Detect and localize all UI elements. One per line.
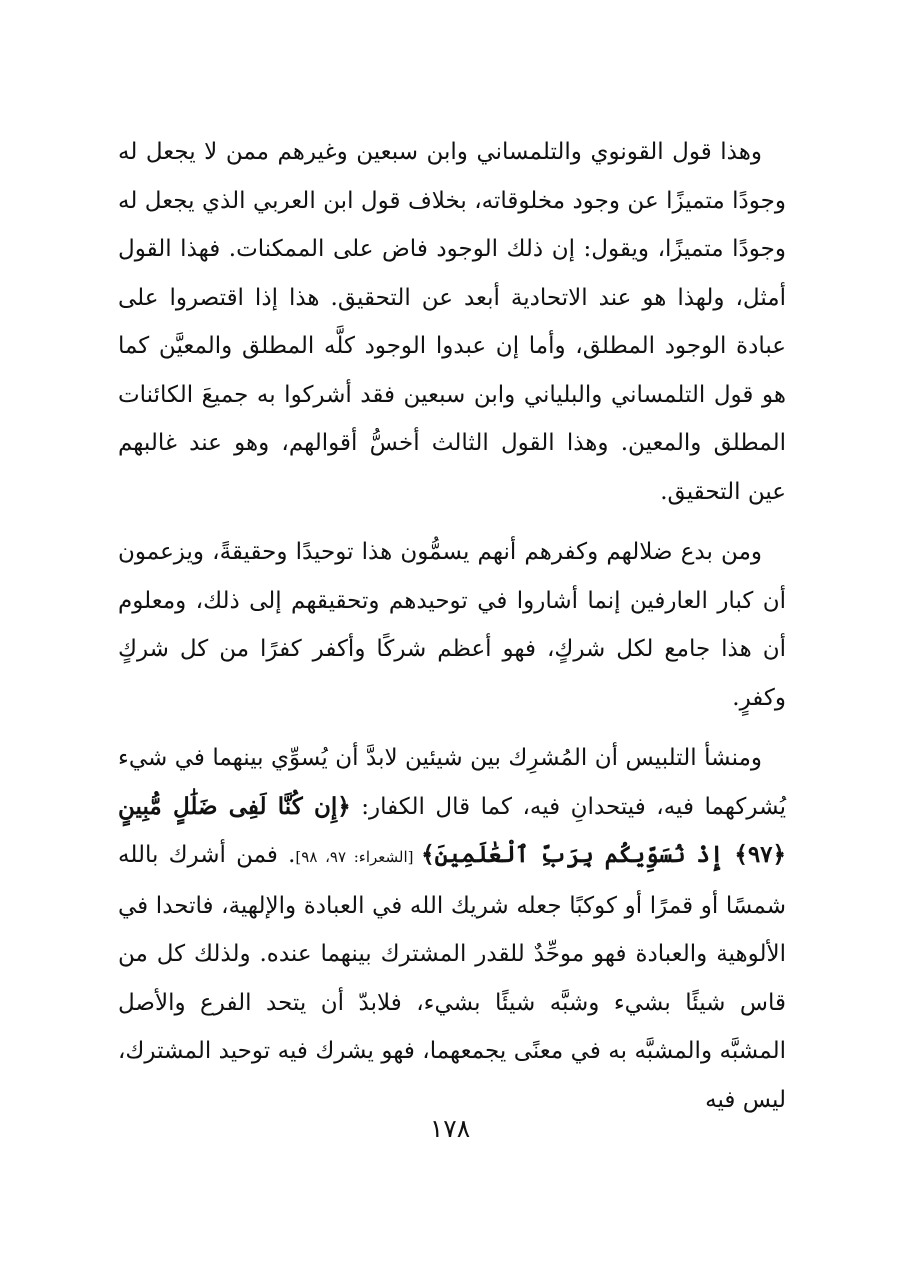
paragraph-1: وهذا قول القونوي والتلمساني وابن سبعين وغيرهم ممن لا يجعل له وجودًا متميزًا عن وجود مخلوقاته، بخلاف قول ابن العربي الذي يجعل له وجودًا متميزًا، ويقول: إن ذلك الوجود فاض على الممكنات. فهذا القول أمثل، ولهذا هو عند الاتحادية أبعد عن التحقيق. هذا إذا اقتصروا على عبادة الوجود المطلق، وأما إن عبدوا الوجود كلَّه المطلق والمعيَّن كما هو قول التلمساني والبلياني وابن سبعين فقد أشركوا به جميعَ الكائنات المطلق والمعين. وهذا القول الثالث أخسُّ أقوالهم، وهو عند غالبهم عين التحقيق.	[118, 139, 786, 505]
paragraph-2: ومن بدع ضلالهم وكفرهم أنهم يسمُّون هذا توحيدًا وحقيقةً، ويزعمون أن كبار العارفين إنما أشاروا في توحيدهم وتحقيقهم إلى ذلك، ومعلوم أن هذا جامع لكل شركٍ، فهو أعظم شركًا وأكفر كفرًا من كل شركٍ وكفرٍ.	[118, 539, 786, 711]
paragraph-3-intro: ومنشأ التلبيس أن المُشرِك بين شيئين لابدَّ أن يُسوِّي بينهما في شيء يُشركهما فيه، فيتحدانِ فيه، كما قال الكفار:	[118, 745, 786, 820]
paragraph-3-rest: . فمن أشرك بالله شمسًا أو قمرًا أو كوكبًا جعله شريك الله في العبادة والإلهية، فاتحدا في الألوهية والعبادة فهو موحِّدٌ للقدر المشترك بينهما عنده. ولذلك كل من قاس شيئًا بشيء وشبَّه شيئًا بشيء، فلابدّ أن يتحد الفرع والأصل المشبَّه والمشبَّه به في معنًى يجمعهما، فهو يشرك فيه توحيد المشترك، ليس فيه	[118, 842, 786, 1113]
quran-verse: ﴿إِن كُنَّا لَفِى ضَلَٰلٍ مُّبِينٍ ﴿٩٧﴾ إِذْ نُسَوِّيكُم بِرَبِّ ٱلْعَٰلَمِينَ﴾	[118, 792, 787, 868]
verse-citation: [الشعراء: ٩٧، ٩٨]	[295, 848, 422, 866]
body-text	[118, 128, 786, 1124]
paragraph-3	[118, 734, 786, 1124]
page-number: ١٧٨	[429, 1114, 471, 1143]
